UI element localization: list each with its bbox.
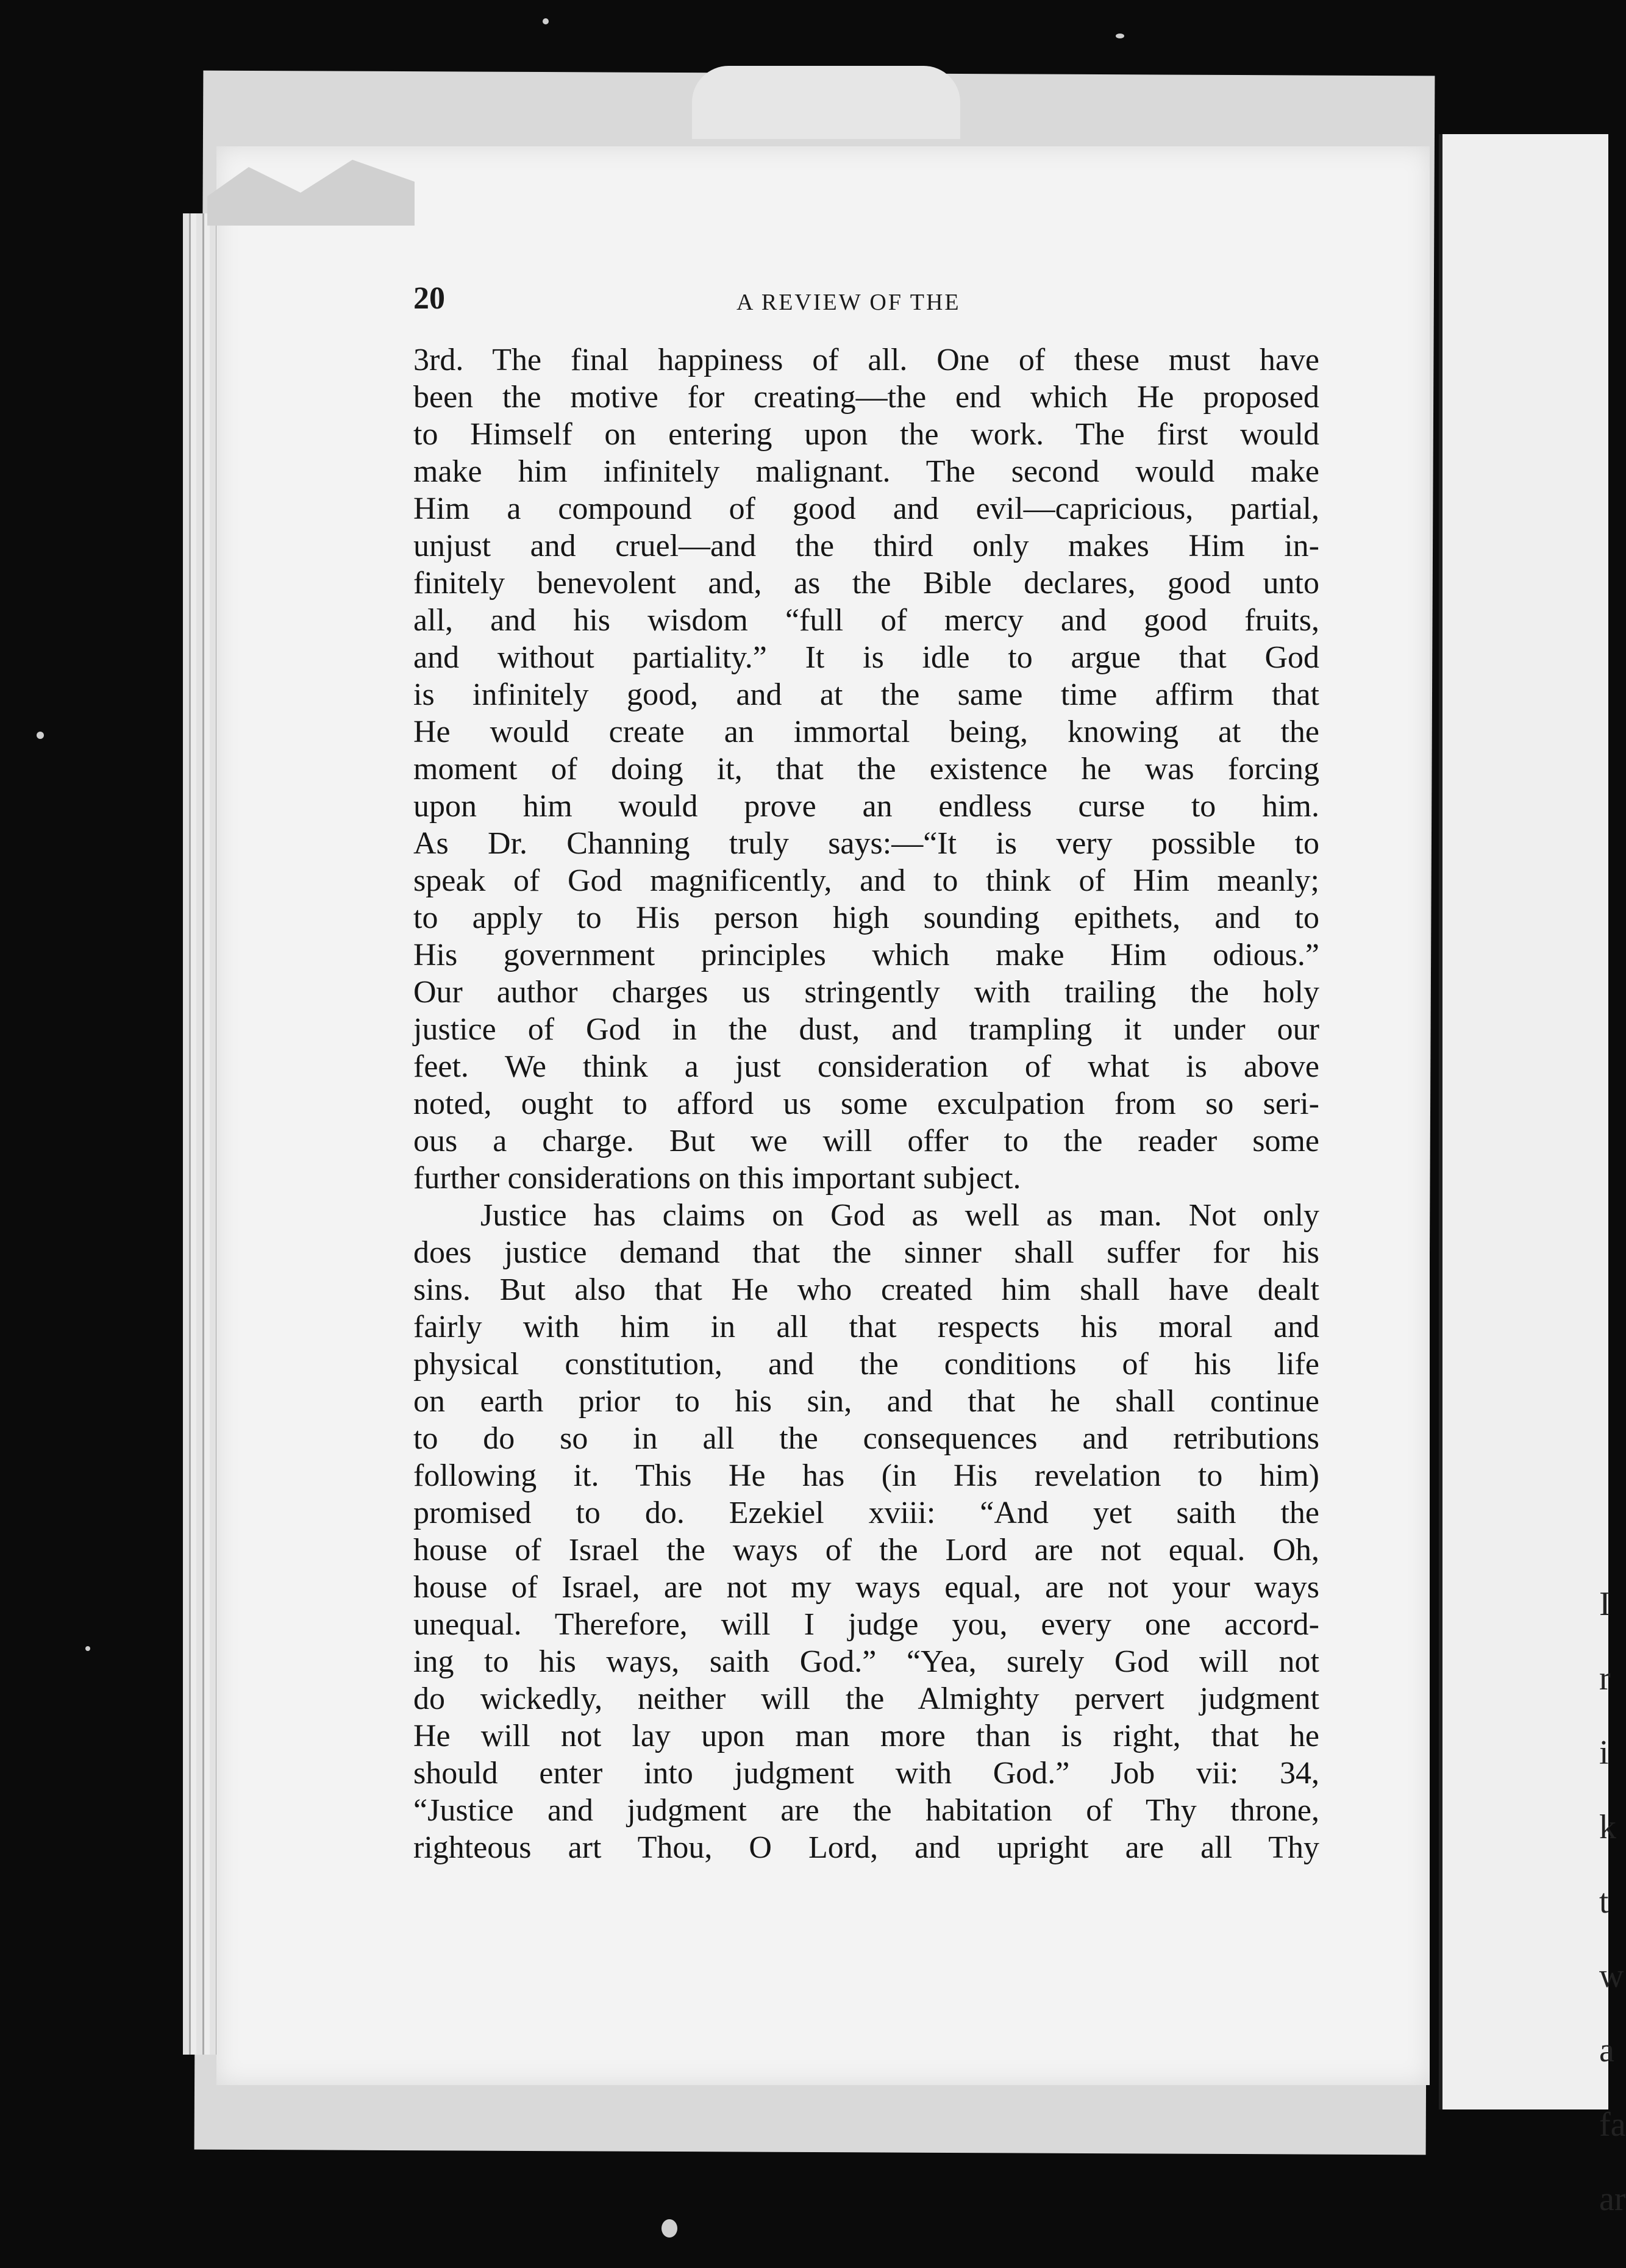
dust-speck [37, 732, 44, 739]
text-line: Our author charges us stringently with trailing the holy [413, 975, 1319, 1010]
text-line: do wickedly, neither will the Almighty pervert judgment [413, 1681, 1319, 1716]
dust-speck [543, 18, 549, 24]
text-line: on earth prior to his sin, and that he shall continue [413, 1384, 1319, 1419]
facing-page-letter: ar [1599, 2180, 1626, 2218]
text-line: feet. We think a just consideration of what is above [413, 1049, 1319, 1084]
text-line: been the motive for creating—the end which He proposed [413, 380, 1319, 415]
text-line: following it. This He has (in His revelation to him) [413, 1458, 1319, 1493]
text-line: noted, ought to afford us some exculpation from so seri- [413, 1086, 1319, 1121]
text-line: unjust and cruel—and the third only makes Him in- [413, 529, 1319, 563]
text-line: is infinitely good, and at the same time affirm that [413, 677, 1319, 712]
book-cover-tab [692, 66, 960, 139]
text-line: His government principles which make Him odious.” [413, 938, 1319, 972]
text-line: make him infinitely malignant. The second would make [413, 454, 1319, 489]
text-line: all, and his wisdom “full of mercy and good fruits, [413, 603, 1319, 638]
dust-speck [85, 1646, 90, 1651]
text-line: does justice demand that the sinner shall suffer for his [413, 1235, 1319, 1270]
text-line: further considerations on this important subject. [413, 1161, 1021, 1196]
text-line: house of Israel, are not my ways equal, are not your ways [413, 1570, 1319, 1605]
text-line: Him a compound of good and evil—capricious, partial, [413, 491, 1319, 526]
text-line: moment of doing it, that the existence he was forcing [413, 752, 1319, 786]
text-line: “Justice and judgment are the habitation of Thy throne, [413, 1793, 1319, 1828]
text-line: He would create an immortal being, knowing at the [413, 715, 1319, 749]
facing-page-letter: a [1599, 2031, 1614, 2069]
text-line: house of Israel the ways of the Lord are not equal. Oh, [413, 1533, 1319, 1567]
text-line: should enter into judgment with God.” Job vii: 34, [413, 1756, 1319, 1791]
text-line: to do so in all the consequences and retributions [413, 1421, 1319, 1456]
facing-page-letter: r [1599, 1660, 1611, 1697]
text-line: fairly with him in all that respects his moral and [413, 1310, 1319, 1344]
text-line: finitely benevolent and, as the Bible declares, good unto [413, 566, 1319, 601]
text-line: As Dr. Channing truly says:—“It is very possible to [413, 826, 1319, 861]
text-line: speak of God magnificently, and to think of Him meanly; [413, 863, 1319, 898]
text-line: He will not lay upon man more than is right, that he [413, 1719, 1319, 1753]
text-line: righteous art Thou, O Lord, and upright are all Thy [413, 1830, 1319, 1865]
running-head: A REVIEW OF THE [736, 290, 961, 315]
text-line: upon him would prove an endless curse to him. [413, 789, 1319, 824]
facing-page-letter: t [1599, 1883, 1609, 1920]
text-line: promised to do. Ezekiel xviii: “And yet saith the [413, 1496, 1319, 1530]
facing-page-letter: w [1599, 1957, 1624, 1995]
text-line: physical constitution, and the conditions of his life [413, 1347, 1319, 1382]
page-header [413, 280, 1319, 323]
text-line: to apply to His person high sounding epithets, and to [413, 900, 1319, 935]
facing-page-text [1582, 1549, 1626, 2218]
facing-page-letter: I [1599, 1585, 1611, 1623]
text-line: 3rd. The final happiness of all. One of these must have [413, 343, 1319, 377]
text-line: and without partiality.” It is idle to argue that God [413, 640, 1319, 675]
text-line: ous a charge. But we will offer to the reader some [413, 1124, 1319, 1158]
dust-speck [1116, 34, 1124, 38]
text-line: to Himself on entering upon the work. The first would [413, 417, 1319, 452]
text-line: justice of God in the dust, and trampling it under our [413, 1012, 1319, 1047]
dust-speck [661, 2219, 677, 2238]
text-line: Justice has claims on God as well as man. Not only [480, 1198, 1319, 1233]
page-number: 20 [413, 281, 445, 316]
facing-page-letter: fa [1599, 2106, 1626, 2144]
text-line: unequal. Therefore, will I judge you, every one accord- [413, 1607, 1319, 1642]
body-text [413, 341, 1319, 1866]
facing-page-letter: i [1599, 1734, 1609, 1772]
text-line: sins. But also that He who created him shall have dealt [413, 1272, 1319, 1307]
text-line: ing to his ways, saith God.” “Yea, surely God will not [413, 1644, 1319, 1679]
facing-page-letter: k [1599, 1808, 1616, 1846]
